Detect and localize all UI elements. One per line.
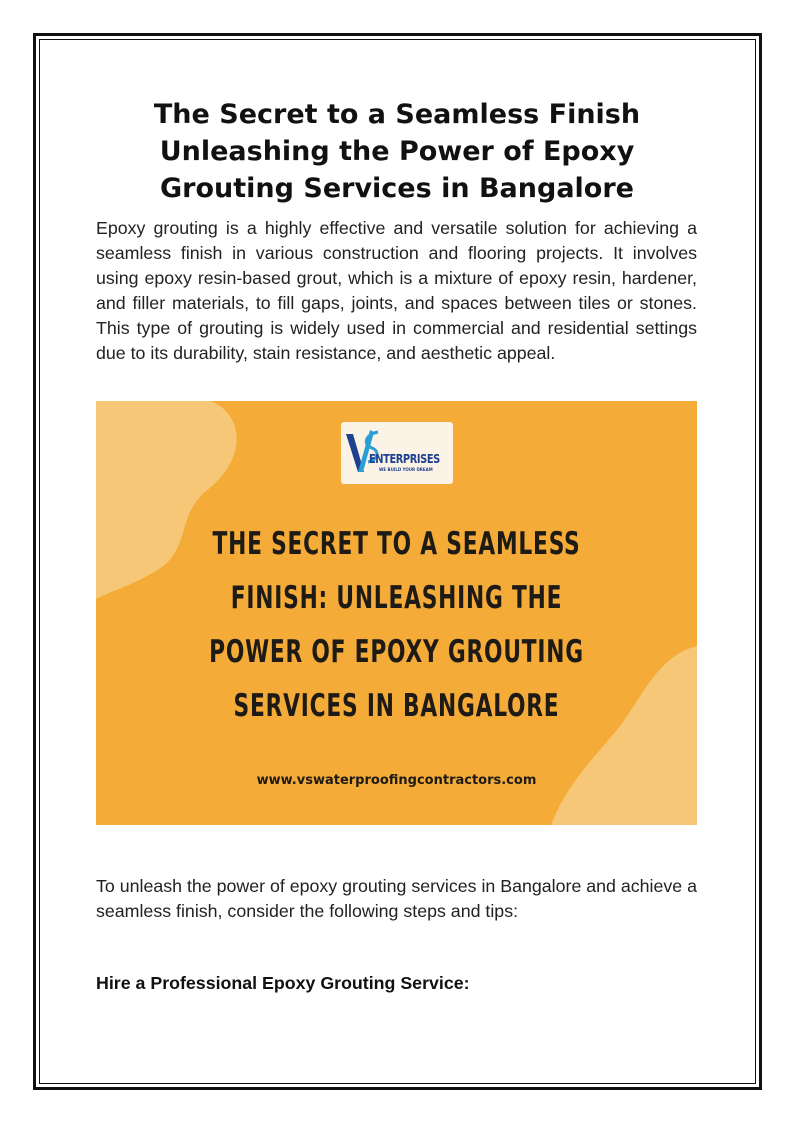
intro-paragraph: Epoxy grouting is a highly effective and versatile solution for achieving a seamless finish in various construction and flooring projects. It involves using epoxy resin-based grout, which is a mixture of epoxy resin, hardener, and filler materials, to fill gaps, joints, and spaces between tiles or stones. This type of grouting is widely used in commercial and residential settings due to its durability, stain resistance, and aesthetic appeal. [96,218,697,363]
banner-headline [116,517,677,733]
company-logo [341,422,453,484]
second-paragraph: To unleash the power of epoxy grouting services in Bangalore and achieve a seamless finish, consider the following steps and tips: [96,876,697,921]
section-heading: Hire a Professional Epoxy Grouting Service: [96,973,470,993]
title-line: Grouting Services in Bangalore [160,173,634,204]
logo-text: ENTERPRISES [369,452,440,466]
banner-headline-line: FINISH: UNLEASHING THE [230,580,563,616]
banner-headline-line: SERVICES IN BANGALORE [233,688,560,724]
banner-website-url: www.vswaterproofingcontractors.com [256,773,537,788]
title-line: The Secret to a Seamless Finish [153,99,641,130]
banner-headline-line: POWER OF EPOXY GROUTING [209,634,584,670]
title-line: Unleashing the Power of Epoxy [159,136,635,167]
banner-headline-line: THE SECRET TO A SEAMLESS [212,526,581,562]
promo-banner-image [96,401,697,825]
logo-tagline: WE BUILD YOUR DREAM [379,467,433,472]
page-title [96,96,698,207]
